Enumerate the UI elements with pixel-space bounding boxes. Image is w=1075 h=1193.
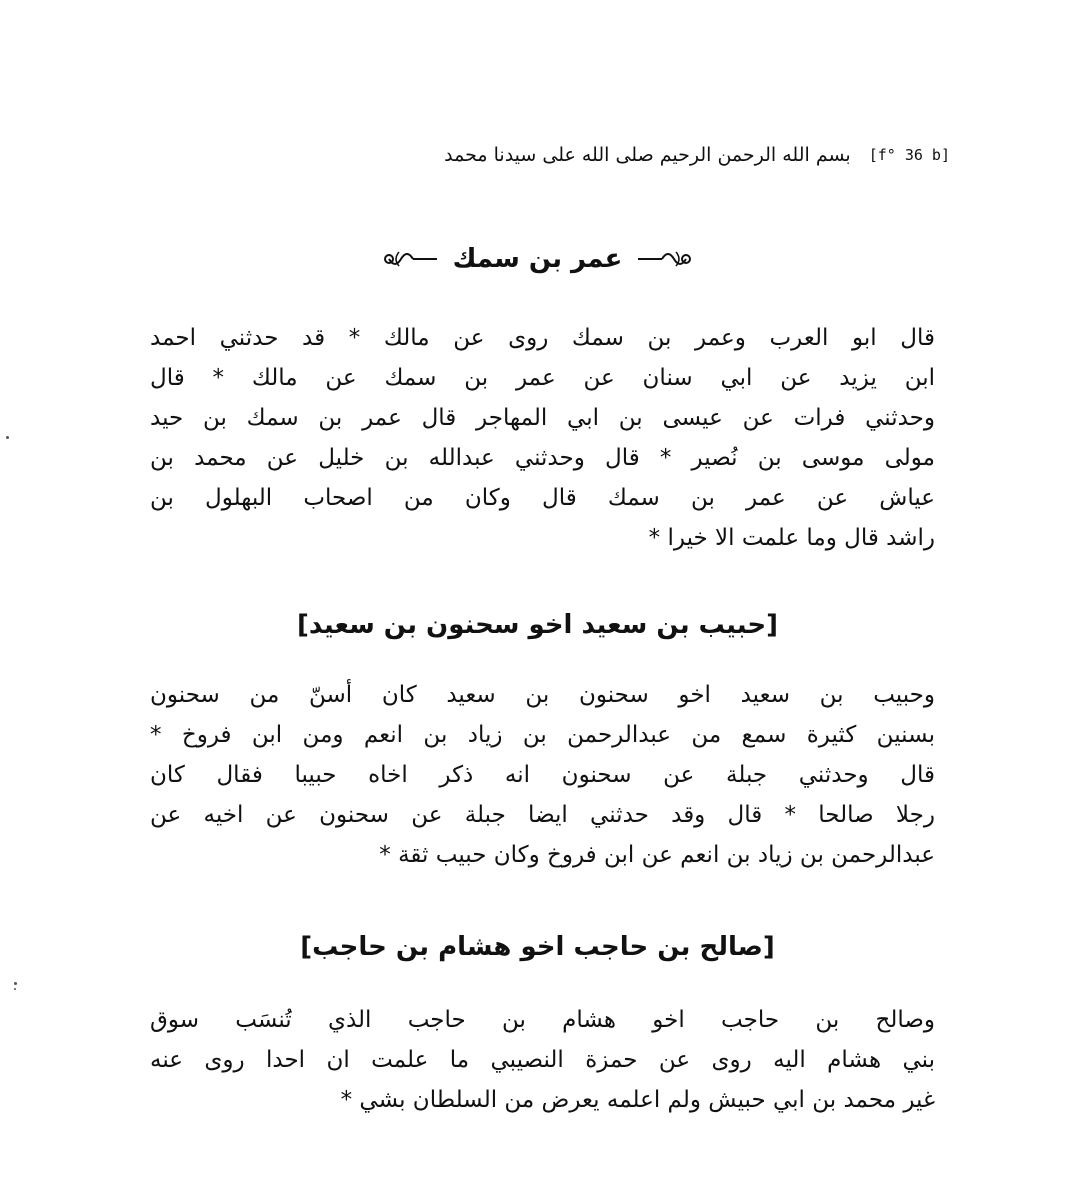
text-line: مولى موسى بن نُصير * قال وحدثني عبدالله بن خليل عن محمد بن xyxy=(150,445,935,471)
text-line: عبدالرحمن بن زياد بن انعم عن ابن فروخ وكان حبيب ثقة * xyxy=(379,842,935,868)
section-3-paragraph xyxy=(150,1000,935,1120)
text-line: رجلا صالحا * قال وقد حدثني ايضا جبلة عن سحنون عن اخيه عن xyxy=(150,802,935,828)
page-header xyxy=(230,140,950,170)
section-1-paragraph xyxy=(150,318,935,558)
text-line: راشد قال وما علمت الا خيرا * xyxy=(648,525,935,551)
ornament-right-icon xyxy=(381,247,439,271)
text-line: وحبيب بن سعيد اخو سحنون بن سعيد كان أسنّ من سحنون xyxy=(150,682,935,708)
text-line: قال ابو العرب وعمر بن سمك روى عن مالك * قد حدثني احمد xyxy=(150,325,935,351)
text-line: قال وحدثني جبلة عن سحنون انه ذكر اخاه حبيبا فقال كان xyxy=(150,762,935,788)
scan-speck xyxy=(6,436,9,439)
section-1-heading xyxy=(0,244,1075,274)
section-1-title: عمر بن سمك xyxy=(452,244,623,274)
section-2-heading xyxy=(0,610,1075,640)
text-line: غير محمد بن ابي حبيش ولم اعلمه يعرض من السلطان بشي * xyxy=(340,1087,935,1113)
text-line: بني هشام اليه روى عن حمزة النصيبي ما علمت ان احدا روى عنه xyxy=(150,1047,935,1073)
text-line: وصالح بن حاجب اخو هشام بن حاجب الذي تُنسَب سوق xyxy=(150,1007,935,1033)
section-2-title: [حبيب بن سعيد اخو سحنون بن سعيد] xyxy=(297,610,778,640)
text-line: عياش عن عمر بن سمك قال وكان من اصحاب البهلول بن xyxy=(150,485,935,511)
text-line: ابن يزيد عن ابي سنان عن عمر بن سمك عن مالك * قال xyxy=(150,365,935,391)
scan-speck xyxy=(14,982,17,985)
folio-number: [f° 36 b] xyxy=(868,146,950,164)
basmala-line: بسم الله الرحمن الرحيم صلى الله على سيدنا محمد xyxy=(444,144,851,166)
section-3-title: [صالح بن حاجب اخو هشام بن حاجب] xyxy=(300,932,775,962)
ornament-left-icon xyxy=(636,247,694,271)
scan-speck xyxy=(14,988,16,990)
section-3-heading xyxy=(0,932,1075,962)
section-2-paragraph xyxy=(150,675,935,875)
text-line: بسنين كثيرة سمع من عبدالرحمن بن زياد بن انعم ومن ابن فروخ * xyxy=(150,722,935,748)
text-line: وحدثني فرات عن عيسى بن ابي المهاجر قال عمر بن سمك بن حيد xyxy=(150,405,935,431)
